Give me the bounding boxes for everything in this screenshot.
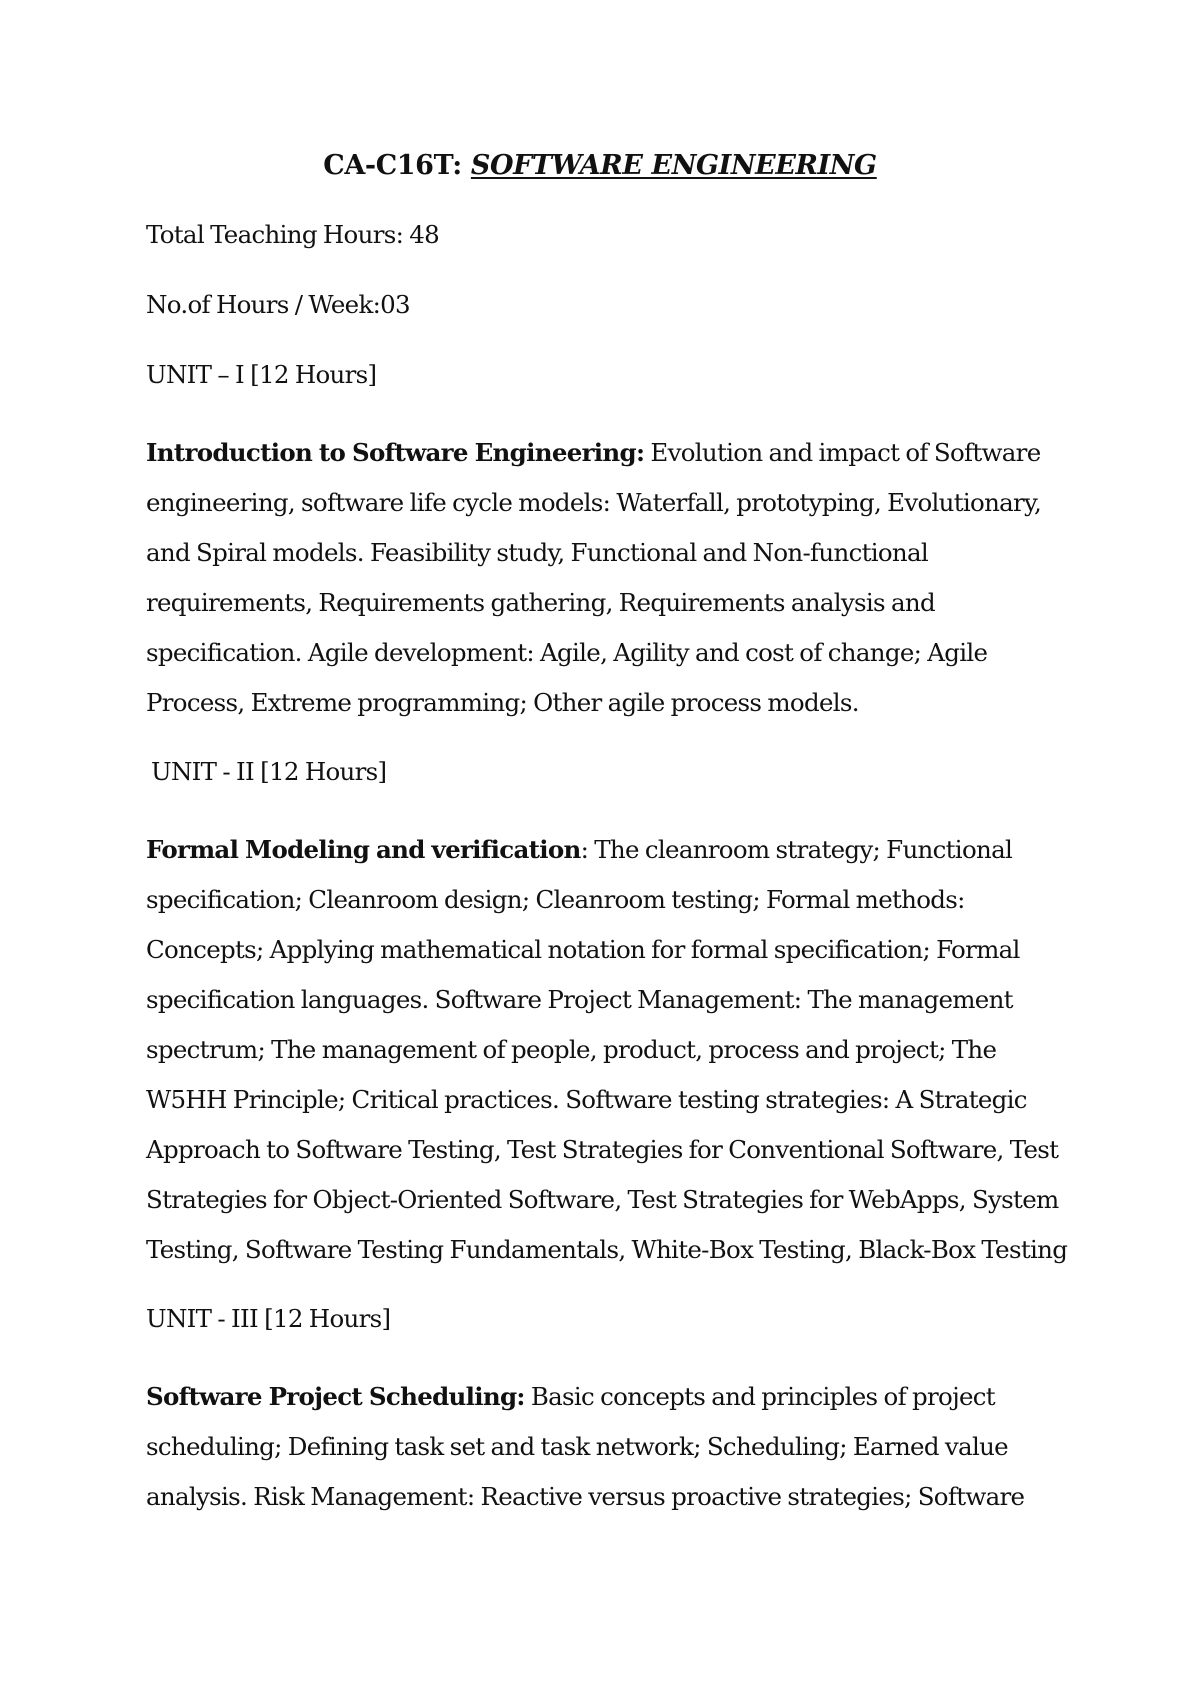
course-title [0,148,1200,184]
unit-3-description [146,1372,1076,1522]
unit-2-body: : The cleanroom strategy; Functional specification; Cleanroom design; Cleanroom testing; Formal methods: Concepts; Applying mathematical notation for formal specification; Formal specification languages. Software Project Management: The management spectrum; The management of people, product, process and project; The W5HH Principle; Critical practices. Software testing strategies: A Strategic Approach to Software Testing, Test Strategies for Conventional Software, Test Strategies for Object-Oriented Software, Test Strategies for WebApps, System Testing, Software Testing Fundamentals, White-Box Testing, Black-Box Testing [146,835,1068,1264]
syllabus-content [146,218,1076,1549]
unit-2-topic: Formal Modeling and verification [146,835,581,864]
total-teaching-hours: Total Teaching Hours: 48 [146,220,439,249]
unit-1-heading: UNIT – I [12 Hours] [146,360,377,389]
unit-2-heading: UNIT - II [12 Hours] [151,757,387,786]
unit-3-heading: UNIT - III [12 Hours] [146,1304,391,1333]
unit-2-description [146,825,1076,1275]
unit-1-topic: Introduction to Software Engineering: [146,438,645,467]
unit-3-topic: Software Project Scheduling: [146,1382,525,1411]
hours-per-week: No.of Hours / Week:03 [146,290,410,319]
course-code: CA-C16T: [323,150,462,181]
unit-3-body: Basic concepts and principles of project scheduling; Defining task set and task network; Scheduling; Earned value analysis. Risk Management: Reactive versus proactive strategies; Software [146,1382,1025,1511]
unit-1-description [146,428,1076,728]
course-name: SOFTWARE ENGINEERING [470,150,877,181]
unit-1-body: Evolution and impact of Software engineering, software life cycle models: Waterfall, prototyping, Evolutionary, and Spiral models. Feasibility study, Functional and Non-functional requirements, Requirements gathering, Requirements analysis and specification. Agile development: Agile, Agility and cost of change; Agile Process, Extreme programming; Other agile process models. [146,438,1042,717]
